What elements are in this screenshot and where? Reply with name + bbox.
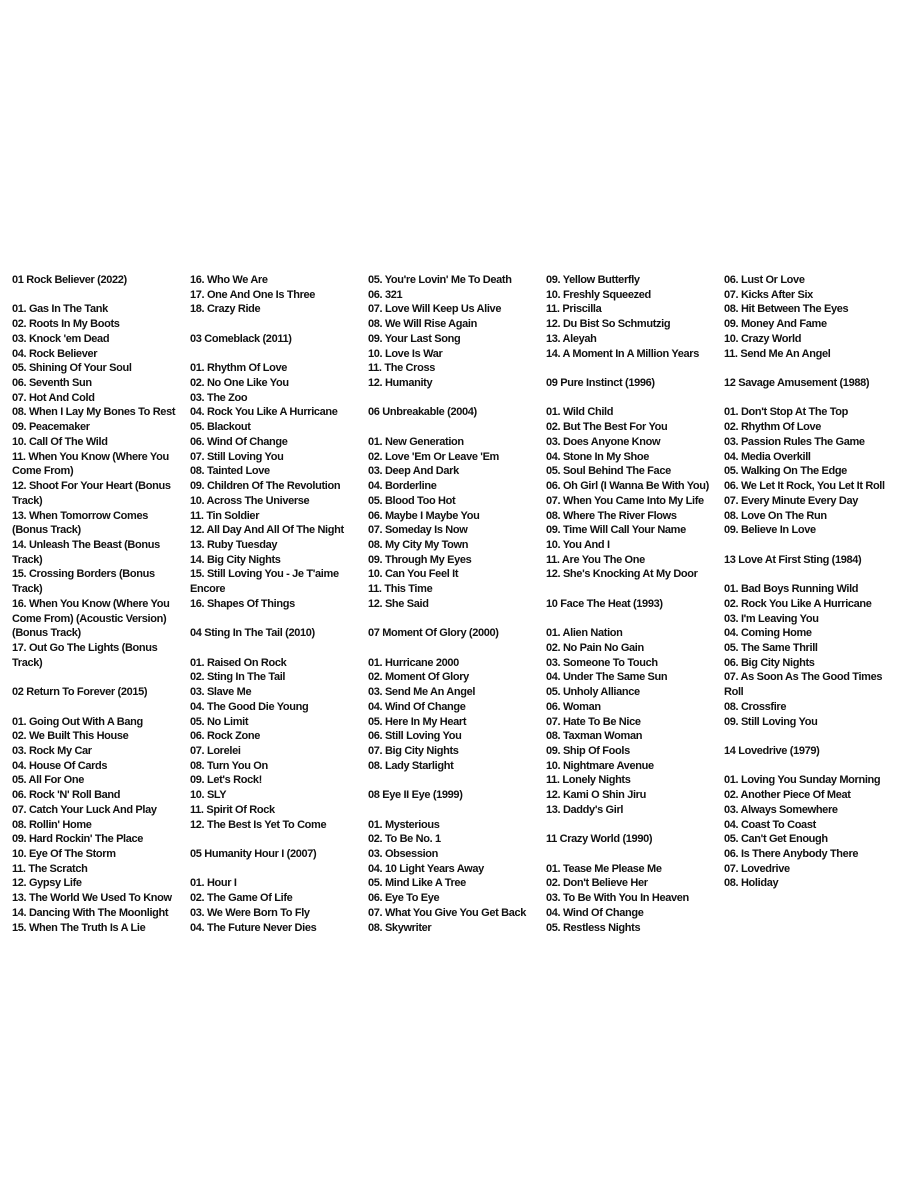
- track-item: 11. Priscilla: [546, 303, 602, 316]
- track-item: 04. Rock You Like A Hurricane: [190, 406, 338, 419]
- track-item: 12. Du Bist So Schmutzig: [546, 318, 671, 331]
- spacer-line: [190, 317, 362, 332]
- track-item: 06. Rock 'N' Roll Band: [12, 789, 121, 802]
- track-item: 12. All Day And All Of The Night: [190, 524, 344, 537]
- track-item: 02. Moment Of Glory: [368, 671, 469, 684]
- track-item: 03. We Were Born To Fly: [190, 906, 310, 919]
- spacer-line: [724, 567, 896, 582]
- track-item: 07. Catch Your Luck And Play: [12, 803, 157, 816]
- track-item: 09. Money And Fame: [724, 318, 827, 331]
- spacer-line: [190, 832, 362, 847]
- track-item: 07. When You Came Into My Life: [546, 494, 704, 507]
- spacer-line: [368, 641, 540, 656]
- track-item: 03. Passion Rules The Game: [724, 435, 865, 448]
- track-item: 07. Hate To Be Nice: [546, 715, 641, 728]
- track-item: 02. Rhythm Of Love: [724, 421, 821, 434]
- track-item: 09. Ship Of Fools: [546, 745, 630, 757]
- track-item: 14. Dancing With The Moonlight: [12, 906, 169, 919]
- track-item: 09. Through My Eyes: [368, 553, 472, 566]
- track-item: 03. Send Me An Angel: [368, 686, 476, 699]
- spacer-line: [12, 670, 184, 685]
- track-item: 01. Loving You Sunday Morning: [724, 774, 881, 787]
- spacer-line: [12, 700, 184, 715]
- track-item: 10. Nightmare Avenue: [546, 759, 654, 772]
- track-item: 06. Eye To Eye: [368, 892, 440, 905]
- track-item: 05. Blood Too Hot: [368, 494, 456, 507]
- track-item: 01. Don't Stop At The Top: [724, 406, 849, 419]
- track-item: 09. Yellow Butterfly: [546, 274, 640, 286]
- track-item: 04. Stone In My Shoe: [546, 450, 650, 463]
- track-item: 01. Tease Me Please Me: [546, 862, 662, 875]
- track-item: 13. When Tomorrow Comes: [12, 509, 148, 522]
- track-item: 08. When I Lay My Bones To Rest: [12, 406, 176, 419]
- track-item: 01. Hurricane 2000: [368, 656, 459, 669]
- track-item: 04. Wind Of Change: [368, 700, 466, 713]
- track-item: 05. All For One: [12, 774, 84, 787]
- track-item: 10. Eye Of The Storm: [12, 848, 116, 861]
- track-item: 05. Walking On The Edge: [724, 465, 847, 478]
- track-item: 08. Hit Between The Eyes: [724, 303, 849, 316]
- track-item: 05. The Same Thrill: [724, 641, 818, 654]
- spacer-line: [546, 847, 718, 862]
- spacer-line: [724, 361, 896, 376]
- track-item-continuation: Track): [12, 656, 43, 669]
- track-item: 11. Lonely Nights: [546, 774, 631, 787]
- track-item: 10. You And I: [546, 538, 610, 551]
- spacer-line: [368, 803, 540, 818]
- track-item: 09. Time Will Call Your Name: [546, 524, 686, 537]
- track-item: 09. Still Loving You: [724, 715, 818, 728]
- track-item: 15. Still Loving You - Je T'aime: [190, 568, 339, 581]
- track-item: 03. The Zoo: [190, 391, 248, 404]
- track-item: 04. Under The Same Sun: [546, 671, 668, 684]
- track-item: 07. Love Will Keep Us Alive: [368, 303, 502, 316]
- track-item: 08. Love On The Run: [724, 509, 827, 522]
- track-item: 10. SLY: [190, 789, 227, 802]
- track-item: 08. Where The River Flows: [546, 509, 677, 522]
- track-item: 14. Big City Nights: [190, 553, 281, 566]
- track-item: 05. Unholy Alliance: [546, 686, 640, 699]
- track-item: 05. Soul Behind The Face: [546, 465, 671, 478]
- track-item: 12. The Best Is Yet To Come: [190, 818, 327, 831]
- track-item: 03. Does Anyone Know: [546, 435, 661, 448]
- track-item: 08. Rollin' Home: [12, 818, 92, 831]
- track-item: 14. Unleash The Beast (Bonus: [12, 538, 160, 551]
- track-item: 03. Obsession: [368, 848, 439, 861]
- track-item: 06. Is There Anybody There: [724, 848, 859, 861]
- track-item: 07. Still Loving You: [190, 450, 284, 463]
- track-item: 11. Are You The One: [546, 553, 645, 566]
- track-item: 10. Freshly Squeezed: [546, 288, 651, 301]
- track-item: 16. When You Know (Where You: [12, 597, 170, 610]
- track-item: 11. The Cross: [368, 362, 435, 375]
- spacer-line: [546, 361, 718, 376]
- album-heading: 05 Humanity Hour I (2007): [190, 848, 317, 861]
- track-item-continuation: (Bonus Track): [12, 627, 81, 640]
- spacer-line: [724, 391, 896, 406]
- track-item: 09. Peacemaker: [12, 421, 90, 434]
- track-item: 03. Slave Me: [190, 686, 252, 699]
- spacer-line: [368, 773, 540, 788]
- track-item: 08. Skywriter: [368, 921, 432, 934]
- track-item: 03. Knock 'em Dead: [12, 332, 110, 345]
- spacer-line: [724, 759, 896, 774]
- tracklist-column-2: [190, 273, 362, 935]
- track-item: 04. Media Overkill: [724, 450, 811, 463]
- tracklist-column-1: [12, 273, 184, 935]
- track-item: 02. Love 'Em Or Leave 'Em: [368, 450, 499, 463]
- track-item: 01. Alien Nation: [546, 627, 623, 640]
- track-item: 05. Restless Nights: [546, 921, 641, 934]
- track-item: 06. Lust Or Love: [724, 274, 805, 286]
- track-item-continuation: Track): [12, 583, 43, 596]
- track-item: 02. The Game Of Life: [190, 892, 293, 905]
- track-item: 12. Humanity: [368, 377, 433, 390]
- track-item: 06. Seventh Sun: [12, 377, 92, 390]
- spacer-line: [724, 729, 896, 744]
- track-item: 10. Call Of The Wild: [12, 435, 108, 448]
- album-heading: 11 Crazy World (1990): [546, 833, 653, 846]
- track-item: 06. Still Loving You: [368, 730, 462, 743]
- album-heading: 06 Unbreakable (2004): [368, 406, 477, 419]
- track-item: 09. Hard Rockin' The Place: [12, 833, 144, 846]
- track-item: 04. House Of Cards: [12, 759, 108, 772]
- track-item: 06. Wind Of Change: [190, 435, 288, 448]
- album-heading: 03 Comeblack (2011): [190, 332, 292, 345]
- track-item: 02. Don't Believe Her: [546, 877, 648, 890]
- track-item: 07. Someday Is Now: [368, 524, 468, 537]
- track-item: 01. Rhythm Of Love: [190, 362, 287, 375]
- track-item: 17. One And One Is Three: [190, 288, 316, 301]
- track-item: 07. Kicks After Six: [724, 288, 813, 301]
- track-item: 02. Sting In The Tail: [190, 671, 286, 684]
- album-heading: 10 Face The Heat (1993): [546, 597, 663, 610]
- track-item: 08. Turn You On: [190, 759, 268, 772]
- track-item: 06. Rock Zone: [190, 730, 261, 743]
- track-item: 11. Spirit Of Rock: [190, 803, 275, 816]
- track-item: 08. Crossfire: [724, 700, 787, 713]
- track-item: 08. We Will Rise Again: [368, 318, 477, 331]
- album-heading: 07 Moment Of Glory (2000): [368, 627, 499, 640]
- tracklist-column-4: [546, 273, 718, 935]
- spacer-line: [190, 347, 362, 362]
- track-item: 01. Hour I: [190, 877, 237, 890]
- track-item-continuation: Come From) (Acoustic Version): [12, 612, 167, 625]
- track-item: 06. Oh Girl (I Wanna Be With You): [546, 480, 709, 493]
- track-item: 03. Someone To Touch: [546, 656, 658, 669]
- track-item: 12. She's Knocking At My Door: [546, 568, 698, 581]
- album-heading: 14 Lovedrive (1979): [724, 745, 820, 757]
- spacer-line: [368, 391, 540, 406]
- spacer-line: [546, 582, 718, 597]
- track-item: 02. No One Like You: [190, 377, 289, 390]
- track-item: 06. We Let It Rock, You Let It Roll: [724, 480, 885, 493]
- spacer-line: [368, 612, 540, 627]
- album-heading: 02 Return To Forever (2015): [12, 686, 148, 699]
- album-heading: 12 Savage Amusement (1988): [724, 377, 870, 390]
- track-item: 04. 10 Light Years Away: [368, 862, 484, 875]
- track-item: 02. Roots In My Boots: [12, 318, 120, 331]
- album-heading: 09 Pure Instinct (1996): [546, 377, 655, 390]
- spacer-line: [546, 391, 718, 406]
- track-item-continuation: Come From): [12, 465, 74, 478]
- track-item: 07. Lorelei: [190, 745, 241, 757]
- track-item: 08. Tainted Love: [190, 465, 270, 478]
- track-item-continuation: Track): [12, 553, 43, 566]
- tracklist-column-5: [724, 273, 896, 891]
- album-heading: 04 Sting In The Tail (2010): [190, 627, 315, 640]
- track-item-continuation: Track): [12, 494, 43, 507]
- track-item: 01. Gas In The Tank: [12, 303, 108, 316]
- track-item: 09. Children Of The Revolution: [190, 480, 341, 493]
- track-item-continuation: Encore: [190, 583, 226, 596]
- spacer-line: [12, 288, 184, 303]
- track-item: 04. Borderline: [368, 480, 437, 493]
- track-item: 05. Here In My Heart: [368, 715, 467, 728]
- track-item: 13. Daddy's Girl: [546, 803, 624, 816]
- track-item-continuation: (Bonus Track): [12, 524, 81, 537]
- track-item: 11. Send Me An Angel: [724, 347, 831, 360]
- track-item: 13. The World We Used To Know: [12, 892, 172, 905]
- track-item: 11. This Time: [368, 583, 433, 596]
- track-item: 07. Lovedrive: [724, 862, 790, 875]
- album-heading: 13 Love At First Sting (1984): [724, 553, 862, 566]
- spacer-line: [724, 538, 896, 553]
- track-item: 08. My City My Town: [368, 538, 469, 551]
- track-item: 17. Out Go The Lights (Bonus: [12, 641, 158, 654]
- track-item: 05. Can't Get Enough: [724, 833, 828, 846]
- track-item: 12. She Said: [368, 597, 429, 610]
- track-item: 03. Deep And Dark: [368, 465, 459, 478]
- tracklist-column-3: [368, 273, 540, 935]
- track-item: 07. Every Minute Every Day: [724, 494, 858, 507]
- track-item-continuation: Roll: [724, 686, 744, 699]
- track-item: 08. Holiday: [724, 877, 779, 890]
- track-item: 06. Big City Nights: [724, 656, 815, 669]
- spacer-line: [546, 818, 718, 833]
- spacer-line: [546, 612, 718, 627]
- track-item: 06. 321: [368, 288, 403, 301]
- track-item: 12. Gypsy Life: [12, 877, 82, 890]
- track-item: 04. The Future Never Dies: [190, 921, 317, 934]
- track-item: 10. Crazy World: [724, 332, 802, 345]
- spacer-line: [368, 420, 540, 435]
- track-item: 03. Rock My Car: [12, 745, 92, 757]
- track-item: 08. Taxman Woman: [546, 730, 643, 743]
- track-item: 02. To Be No. 1: [368, 833, 441, 846]
- track-item: 04. Coast To Coast: [724, 818, 816, 831]
- track-item: 06. Maybe I Maybe You: [368, 509, 480, 522]
- track-item: 01. Mysterious: [368, 818, 440, 831]
- track-item: 11. Tin Soldier: [190, 509, 260, 522]
- spacer-line: [190, 641, 362, 656]
- track-item: 15. When The Truth Is A Lie: [12, 921, 146, 934]
- track-item: 04. Coming Home: [724, 627, 812, 640]
- track-item: 16. Who We Are: [190, 274, 268, 286]
- track-item: 14. A Moment In A Million Years: [546, 347, 699, 360]
- track-item: 11. The Scratch: [12, 862, 88, 875]
- album-heading: 01 Rock Believer (2022): [12, 274, 127, 286]
- track-item: 10. Across The Universe: [190, 494, 310, 507]
- track-item: 05. You're Lovin' Me To Death: [368, 274, 512, 286]
- album-heading: 08 Eye II Eye (1999): [368, 789, 463, 802]
- track-item: 09. Believe In Love: [724, 524, 816, 537]
- track-item: 05. No Limit: [190, 715, 249, 728]
- track-item: 12. Shoot For Your Heart (Bonus: [12, 480, 171, 493]
- track-item: 18. Crazy Ride: [190, 303, 261, 316]
- track-item: 08. Lady Starlight: [368, 759, 454, 772]
- track-item: 02. Rock You Like A Hurricane: [724, 597, 872, 610]
- track-item: 01. Raised On Rock: [190, 656, 287, 669]
- track-item: 07. Big City Nights: [368, 745, 459, 757]
- track-item: 13. Ruby Tuesday: [190, 538, 278, 551]
- track-item: 01. Bad Boys Running Wild: [724, 583, 859, 596]
- track-item: 07. As Soon As The Good Times: [724, 671, 883, 684]
- spacer-line: [190, 862, 362, 877]
- spacer-line: [190, 612, 362, 627]
- track-item: 15. Crossing Borders (Bonus: [12, 568, 155, 581]
- track-item: 05. Mind Like A Tree: [368, 877, 466, 890]
- track-item: 05. Shining Of Your Soul: [12, 362, 132, 375]
- track-item: 01. Going Out With A Bang: [12, 715, 143, 728]
- track-item: 09. Your Last Song: [368, 332, 461, 345]
- track-item: 02. We Built This House: [12, 730, 129, 743]
- track-item: 12. Kami O Shin Jiru: [546, 789, 646, 802]
- track-item: 09. Let's Rock!: [190, 774, 262, 787]
- track-item: 13. Aleyah: [546, 332, 597, 345]
- track-item: 07. What You Give You Get Back: [368, 906, 527, 919]
- track-item: 03. To Be With You In Heaven: [546, 892, 689, 905]
- track-item: 02. But The Best For You: [546, 421, 668, 434]
- track-item: 10. Can You Feel It: [368, 568, 459, 581]
- track-item: 04. Rock Believer: [12, 347, 98, 360]
- track-item: 10. Love Is War: [368, 347, 443, 360]
- track-item: 11. When You Know (Where You: [12, 450, 169, 463]
- track-item: 04. Wind Of Change: [546, 906, 644, 919]
- track-item: 01. Wild Child: [546, 406, 614, 419]
- track-item: 03. Always Somewhere: [724, 803, 838, 816]
- track-item: 02. No Pain No Gain: [546, 641, 644, 654]
- track-item: 02. Another Piece Of Meat: [724, 789, 851, 802]
- track-item: 04. The Good Die Young: [190, 700, 309, 713]
- track-item: 07. Hot And Cold: [12, 391, 95, 404]
- track-item: 01. New Generation: [368, 435, 464, 448]
- track-item: 03. I'm Leaving You: [724, 612, 819, 625]
- track-item: 06. Woman: [546, 700, 601, 713]
- track-item: 05. Blackout: [190, 421, 251, 434]
- track-item: 16. Shapes Of Things: [190, 597, 295, 610]
